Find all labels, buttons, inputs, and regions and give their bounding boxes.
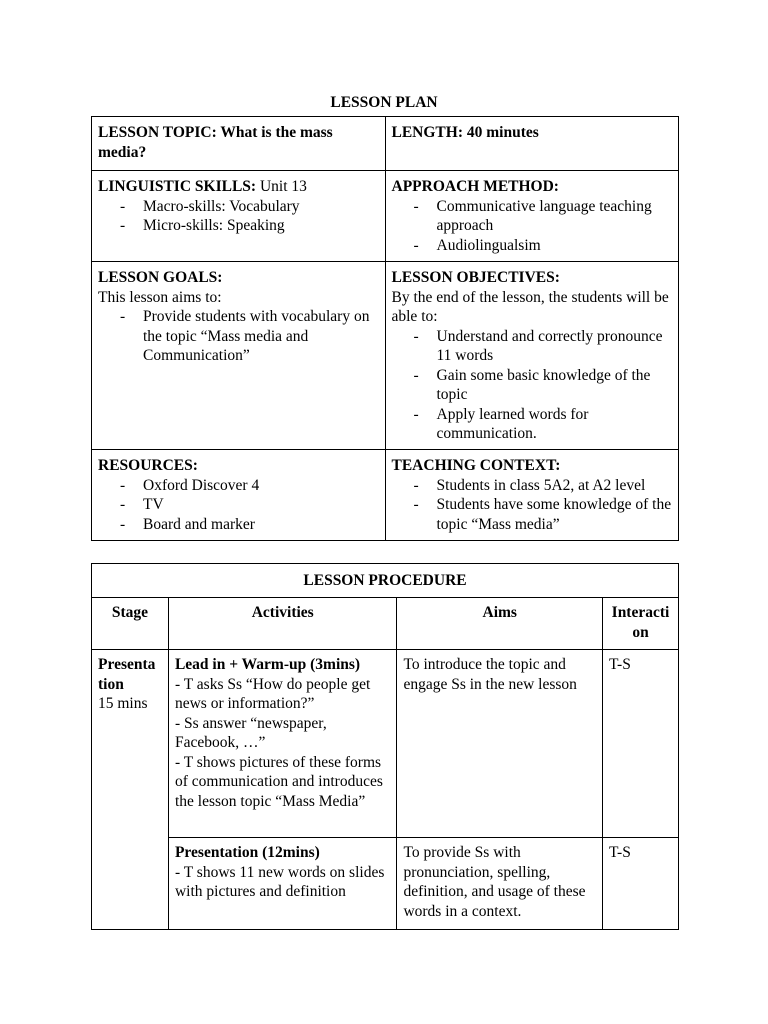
objectives-cell	[385, 262, 679, 450]
objectives-list	[392, 327, 673, 444]
list-item: - Micro-skills: Speaking	[120, 216, 379, 236]
table-row	[92, 838, 679, 930]
header-activities: Activities	[168, 598, 396, 650]
list-item: - Provide students with vocabulary on the topic “Mass media and Communication”	[120, 307, 379, 366]
activity-line: - Ss answer “newspaper, Facebook, …”	[174, 714, 327, 751]
resources-list	[98, 476, 379, 535]
skills-unit: Unit 13	[256, 178, 307, 195]
activity-line: - T shows 11 new words on slides with pictures and definition	[174, 863, 385, 900]
page-title: LESSON PLAN	[330, 94, 438, 111]
plan-row-topic	[92, 117, 679, 171]
skills-cell	[92, 171, 386, 262]
length-label: LENGTH: 40 minutes	[391, 124, 539, 141]
approach-list	[392, 197, 673, 256]
header-aims: Aims	[397, 598, 603, 650]
topic-label: LESSON TOPIC: What is the mass media?	[98, 124, 333, 161]
approach-label: APPROACH METHOD:	[391, 178, 559, 195]
header-stage: Stage	[92, 598, 169, 650]
activity-line: - T asks Ss “How do people get news or information?”	[174, 675, 371, 712]
activity-cell	[168, 650, 396, 838]
resources-cell	[92, 450, 386, 541]
list-item: - Macro-skills: Vocabulary	[120, 197, 379, 217]
plan-row-resources	[92, 450, 679, 541]
context-label: TEACHING CONTEXT:	[391, 457, 561, 474]
activity-title: Presentation (12mins)	[174, 844, 320, 861]
list-item: - Students in class 5A2, at A2 level	[414, 476, 673, 496]
resources-label: RESOURCES:	[98, 457, 198, 474]
goals-cell	[92, 262, 386, 450]
length-cell	[385, 117, 679, 171]
topic-cell	[92, 117, 386, 171]
list-item: - Oxford Discover 4	[120, 476, 379, 496]
table-row	[92, 650, 679, 838]
procedure-header-row	[92, 598, 679, 650]
lesson-procedure-table	[91, 563, 679, 930]
list-item: - Apply learned words for communication.	[414, 405, 673, 444]
activity-title: Lead in + Warm-up (3mins)	[174, 656, 361, 673]
stage-name: Presenta tion	[98, 656, 156, 693]
stage-cell	[92, 650, 169, 930]
interaction-cell: T-S	[603, 838, 679, 930]
approach-cell	[385, 171, 679, 262]
context-list	[392, 476, 673, 535]
objectives-label: LESSON OBJECTIVES:	[391, 269, 560, 286]
list-item: - Audiolingualsim	[414, 236, 673, 256]
procedure-title-row	[92, 564, 679, 598]
activity-cell	[168, 838, 396, 930]
plan-row-skills	[92, 171, 679, 262]
header-interaction: Interacti on	[603, 598, 679, 650]
aims-cell: To provide Ss with pronunciation, spelling, definition, and usage of these words in a context.	[397, 838, 603, 930]
goals-label: LESSON GOALS:	[98, 269, 223, 286]
plan-row-goals	[92, 262, 679, 450]
procedure-title: LESSON PROCEDURE	[92, 564, 679, 598]
objectives-intro: By the end of the lesson, the students will be able to:	[391, 288, 669, 325]
list-item: - Students have some knowledge of the topic “Mass media”	[414, 495, 673, 534]
list-item: - TV	[120, 495, 379, 515]
list-item: - Board and marker	[120, 515, 379, 535]
list-item: - Communicative language teaching approach	[414, 197, 673, 236]
interaction-cell: T-S	[603, 650, 679, 838]
list-item: - Understand and correctly pronounce 11 words	[414, 327, 673, 366]
goals-intro: This lesson aims to:	[98, 288, 222, 306]
context-cell	[385, 450, 679, 541]
skills-label: LINGUISTIC SKILLS:	[98, 178, 257, 195]
stage-time: 15 mins	[98, 695, 148, 712]
list-item: - Gain some basic knowledge of the topic	[414, 366, 673, 405]
skills-list	[98, 197, 379, 236]
aims-cell: To introduce the topic and engage Ss in the new lesson	[397, 650, 603, 838]
goals-list	[98, 307, 379, 366]
lesson-plan-table	[91, 116, 679, 541]
activity-line: - T shows pictures of these forms of communication and introduces the lesson topic “Mass Media”	[174, 753, 383, 810]
